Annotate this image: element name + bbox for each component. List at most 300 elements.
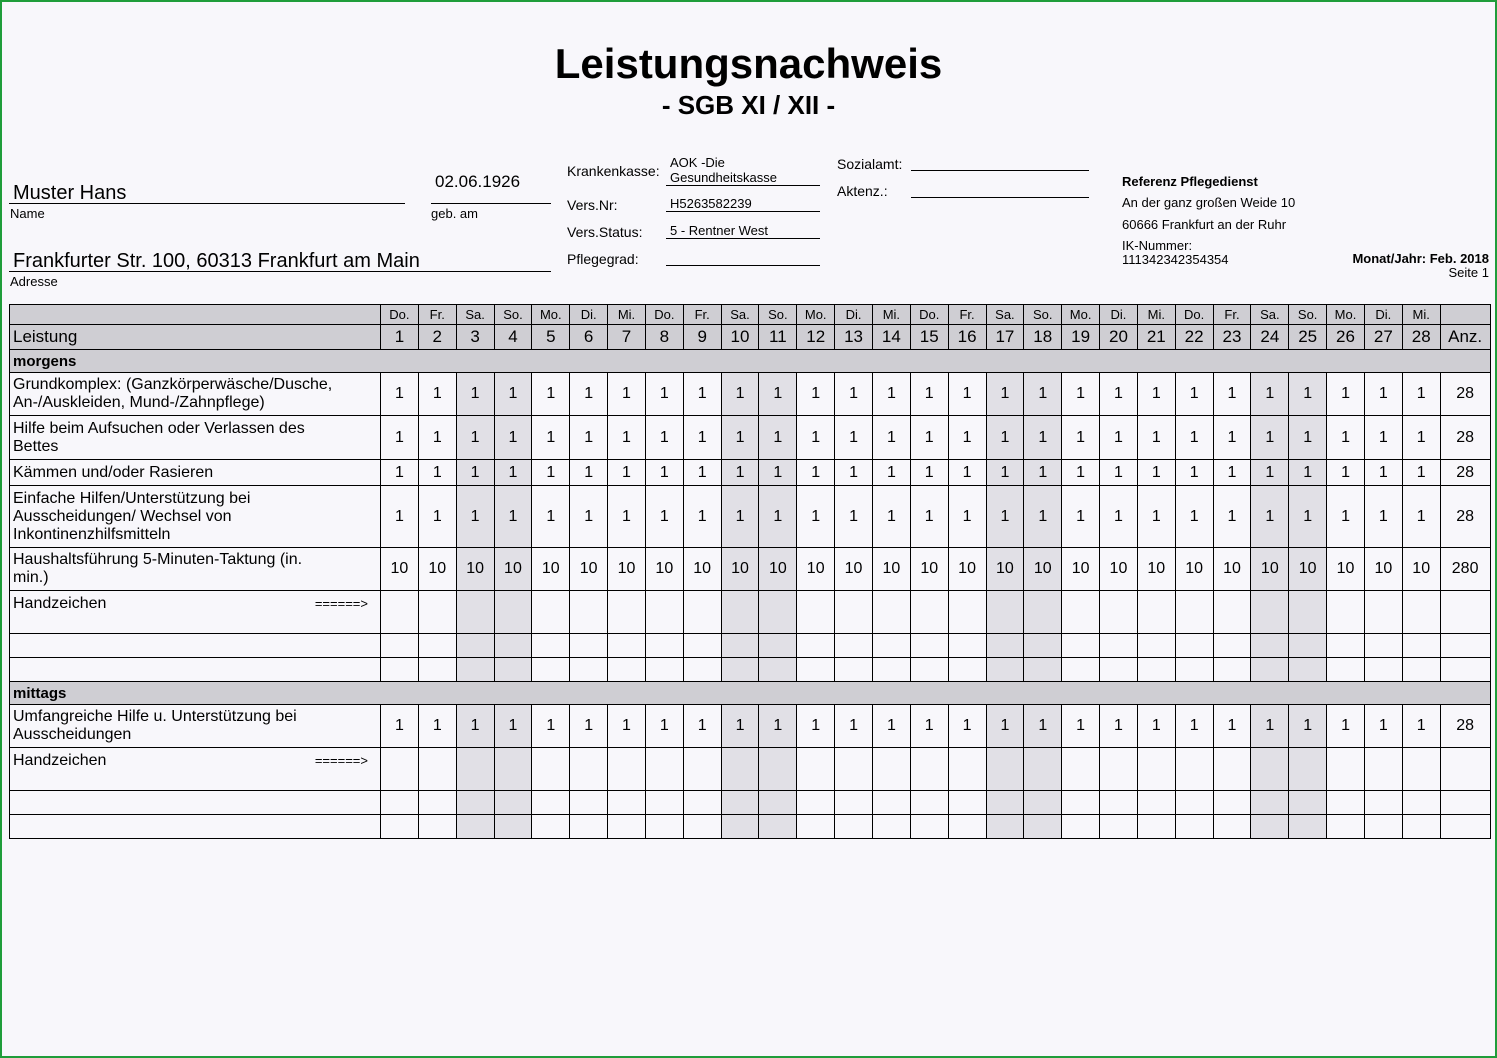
service-day-value: 1 [1100,373,1138,416]
service-day-value: 10 [683,548,721,591]
service-day-value: 1 [683,416,721,460]
service-day-value: 1 [1289,705,1327,748]
empty-day-cell [418,634,456,658]
weekday-header-row [10,305,1491,325]
service-day-value: 1 [645,486,683,548]
service-day-value: 1 [1175,416,1213,460]
empty-day-cell [1402,658,1440,682]
service-day-value: 1 [948,705,986,748]
service-day-value: 10 [1364,548,1402,591]
service-day-value: 1 [835,705,873,748]
empty-day-cell [1137,658,1175,682]
service-day-value: 1 [1175,486,1213,548]
service-day-value: 1 [381,373,419,416]
service-day-value: 1 [532,705,570,748]
day-number: 6 [570,325,608,350]
service-day-value: 1 [494,705,532,748]
empty-day-cell [797,791,835,815]
handzeichen-label-cell [10,591,381,634]
service-day-value: 1 [1213,416,1251,460]
service-day-value: 1 [608,416,646,460]
empty-day-cell [418,815,456,839]
empty-day-cell [986,815,1024,839]
day-number: 15 [910,325,948,350]
service-day-value: 1 [797,460,835,486]
service-day-value: 1 [1402,460,1440,486]
empty-label-cell [10,815,381,839]
service-day-value: 10 [532,548,570,591]
empty-label-cell [10,791,381,815]
pflegegrad-label: Pflegegrad: [567,251,639,267]
empty-day-cell [1289,815,1327,839]
krankenkasse-value-line1: AOK -Die [670,155,725,170]
service-day-value: 1 [570,486,608,548]
signature-cell [1062,748,1100,791]
versstatus-line [666,238,820,239]
empty-day-cell [1062,815,1100,839]
empty-day-cell [1402,791,1440,815]
service-day-value: 1 [1251,486,1289,548]
empty-day-cell [759,791,797,815]
weekday-label: Sa. [1251,305,1289,325]
empty-day-cell [1213,791,1251,815]
empty-day-cell [1175,815,1213,839]
service-day-value: 1 [1100,486,1138,548]
empty-day-cell [797,815,835,839]
day-number: 19 [1062,325,1100,350]
service-day-value: 1 [721,416,759,460]
service-day-value: 1 [986,486,1024,548]
day-number: 23 [1213,325,1251,350]
signature-cell [910,591,948,634]
signature-cell [872,591,910,634]
service-day-value: 1 [1402,416,1440,460]
service-day-value: 1 [986,705,1024,748]
service-day-value: 10 [835,548,873,591]
service-day-value: 1 [759,373,797,416]
empty-day-cell [608,634,646,658]
empty-day-cell [759,634,797,658]
service-day-value: 1 [1402,705,1440,748]
handzeichen-label-wrap [13,748,380,770]
service-label-line: Ausscheidungen [13,726,132,743]
empty-day-cell [759,815,797,839]
service-day-value: 1 [797,705,835,748]
empty-day-cell [456,634,494,658]
service-day-value: 1 [872,460,910,486]
signature-cell [1137,748,1175,791]
service-day-value: 1 [948,486,986,548]
empty-day-cell [645,634,683,658]
signature-cell [872,748,910,791]
empty-day-cell [1100,815,1138,839]
weekday-label: Di. [1364,305,1402,325]
empty-day-cell [1175,658,1213,682]
service-day-value: 1 [532,416,570,460]
service-row [10,460,1491,486]
service-day-value: 10 [645,548,683,591]
service-day-value: 1 [1402,373,1440,416]
signature-cell [1327,591,1365,634]
krankenkasse-line [666,185,820,186]
krankenkasse-value-line2: Gesundheitskasse [670,170,777,185]
leistung-header: Leistung [10,325,381,350]
service-day-value: 1 [683,486,721,548]
signature-cell [759,591,797,634]
service-day-value: 1 [645,705,683,748]
service-day-value: 1 [683,705,721,748]
weekday-label: Fr. [418,305,456,325]
service-day-value: 1 [418,373,456,416]
provider-street: An der ganz großen Weide 10 [1122,195,1296,210]
signature-cell [721,748,759,791]
handzeichen-row [10,748,1491,791]
service-row [10,705,1491,748]
provider-city: 60666 Frankfurt an der Ruhr [1122,217,1287,232]
service-label-line: Umfangreiche Hilfe u. Unterstützung bei [13,708,297,725]
service-day-value: 1 [456,486,494,548]
service-day-value: 1 [1137,373,1175,416]
signature-cell [608,591,646,634]
service-day-value: 1 [1364,416,1402,460]
signature-cell [683,591,721,634]
anz-header: Anz. [1440,325,1490,350]
service-day-value: 1 [1251,705,1289,748]
section-row [10,350,1491,373]
service-day-value: 1 [948,373,986,416]
krankenkasse-label: Krankenkasse: [567,163,660,179]
service-day-value: 1 [759,705,797,748]
signature-cell [721,591,759,634]
signature-cell [1251,748,1289,791]
service-day-value: 10 [570,548,608,591]
empty-day-cell [1364,815,1402,839]
day-number: 27 [1364,325,1402,350]
day-number: 13 [835,325,873,350]
empty-day-cell [1100,634,1138,658]
signature-cell [418,748,456,791]
signature-cell [797,591,835,634]
empty-total-cell [1440,815,1490,839]
versstatus-label: Vers.Status: [567,224,643,240]
day-number: 2 [418,325,456,350]
weekday-label: Di. [1100,305,1138,325]
service-day-value: 10 [1251,548,1289,591]
empty-day-cell [494,791,532,815]
service-label [10,373,381,416]
weekday-label: Fr. [683,305,721,325]
service-day-value: 1 [721,460,759,486]
service-day-value: 1 [1137,416,1175,460]
empty-day-cell [721,815,759,839]
weekday-label: Sa. [721,305,759,325]
section-title: morgens [10,350,1491,373]
service-label [10,548,381,591]
empty-day-cell [381,791,419,815]
weekday-label: Di. [570,305,608,325]
service-day-value: 1 [683,373,721,416]
weekday-label: Mo. [797,305,835,325]
signature-cell [1327,748,1365,791]
empty-day-cell [1327,791,1365,815]
name-label: Name [10,206,45,221]
empty-day-cell [381,634,419,658]
versnr-line [666,211,820,212]
day-number: 11 [759,325,797,350]
empty-day-cell [608,791,646,815]
weekday-label: Do. [1175,305,1213,325]
empty-day-cell [1213,658,1251,682]
empty-day-cell [1175,791,1213,815]
service-day-value: 1 [1062,705,1100,748]
service-day-value: 10 [759,548,797,591]
page-number: Seite 1 [1448,265,1489,280]
service-day-value: 1 [570,416,608,460]
handzeichen-row [10,591,1491,634]
day-number: 12 [797,325,835,350]
service-day-value: 1 [910,373,948,416]
service-day-value: 1 [1289,416,1327,460]
empty-day-cell [721,658,759,682]
service-day-value: 1 [608,373,646,416]
empty-day-cell [1402,634,1440,658]
service-day-value: 1 [1100,416,1138,460]
empty-day-cell [570,791,608,815]
empty-day-cell [721,634,759,658]
service-day-value: 1 [381,486,419,548]
empty-day-cell [683,634,721,658]
service-total: 28 [1440,460,1490,486]
day-number: 4 [494,325,532,350]
empty-day-cell [1137,634,1175,658]
service-day-value: 1 [456,416,494,460]
service-day-value: 1 [872,373,910,416]
signature-cell [1213,591,1251,634]
service-day-value: 1 [1327,486,1365,548]
empty-day-cell [645,815,683,839]
empty-day-cell [1251,815,1289,839]
service-day-value: 1 [532,486,570,548]
signature-cell [456,591,494,634]
service-day-value: 1 [1289,460,1327,486]
service-label [10,486,381,548]
empty-day-cell [872,634,910,658]
signature-total-cell [1440,748,1490,791]
day-number: 28 [1402,325,1440,350]
service-day-value: 1 [570,373,608,416]
empty-day-cell [1364,634,1402,658]
weekday-label: So. [1289,305,1327,325]
weekday-label: Do. [381,305,419,325]
signature-cell [645,591,683,634]
empty-day-cell [872,815,910,839]
header-blank-cell [10,305,381,325]
service-day-value: 1 [835,486,873,548]
service-day-value: 1 [418,416,456,460]
service-day-value: 1 [872,416,910,460]
day-number: 7 [608,325,646,350]
service-day-value: 10 [381,548,419,591]
service-day-value: 10 [1175,548,1213,591]
empty-day-cell [532,791,570,815]
empty-day-cell [948,658,986,682]
empty-label-cell [10,658,381,682]
empty-day-cell [456,658,494,682]
service-total: 28 [1440,486,1490,548]
service-day-value: 1 [418,486,456,548]
empty-day-cell [570,634,608,658]
versnr-value: H5263582239 [670,196,752,211]
service-day-value: 1 [986,373,1024,416]
empty-day-cell [872,658,910,682]
service-day-value: 1 [759,416,797,460]
weekday-label: So. [1024,305,1062,325]
empty-day-cell [418,658,456,682]
signature-cell [948,591,986,634]
empty-day-cell [1213,815,1251,839]
empty-day-cell [835,634,873,658]
service-day-value: 1 [418,705,456,748]
empty-day-cell [1024,634,1062,658]
signature-cell [1062,591,1100,634]
service-day-value: 1 [570,705,608,748]
service-day-value: 1 [986,460,1024,486]
empty-day-cell [1289,634,1327,658]
service-day-value: 1 [1364,705,1402,748]
service-day-value: 1 [1327,460,1365,486]
service-day-value: 1 [1251,373,1289,416]
service-day-value: 1 [1364,486,1402,548]
empty-day-cell [1327,634,1365,658]
empty-day-cell [608,815,646,839]
empty-day-cell [1213,634,1251,658]
signature-cell [608,748,646,791]
empty-day-cell [1402,815,1440,839]
empty-day-cell [986,658,1024,682]
service-day-value: 1 [645,416,683,460]
empty-day-cell [1062,658,1100,682]
signature-total-cell [1440,591,1490,634]
empty-day-cell [910,658,948,682]
empty-day-cell [418,791,456,815]
service-day-value: 10 [1327,548,1365,591]
weekday-label: Mo. [532,305,570,325]
document-subtitle: - SGB XI / XII - [661,90,836,120]
sozialamt-label: Sozialamt: [837,156,903,172]
weekday-label: Mi. [1137,305,1175,325]
day-number: 9 [683,325,721,350]
empty-day-cell [1251,791,1289,815]
empty-day-cell [1327,658,1365,682]
signature-cell [683,748,721,791]
day-number: 5 [532,325,570,350]
empty-day-cell [1062,634,1100,658]
document-title: Leistungsnachweis [554,40,943,87]
weekday-label: Sa. [456,305,494,325]
service-day-value: 10 [608,548,646,591]
signature-cell [645,748,683,791]
service-day-value: 1 [872,705,910,748]
service-day-value: 10 [797,548,835,591]
day-number: 10 [721,325,759,350]
handzeichen-arrow: ======> [314,596,368,611]
signature-cell [1289,591,1327,634]
service-day-value: 1 [1364,460,1402,486]
aktenz-line [911,197,1089,198]
empty-day-cell [683,658,721,682]
service-day-value: 1 [1327,416,1365,460]
empty-day-cell [948,815,986,839]
service-day-value: 1 [797,486,835,548]
weekday-label: Mi. [1402,305,1440,325]
empty-day-cell [645,791,683,815]
signature-cell [1213,748,1251,791]
empty-total-cell [1440,634,1490,658]
weekday-label: Mi. [608,305,646,325]
service-day-value: 1 [532,373,570,416]
empty-day-cell [1364,791,1402,815]
empty-day-cell [532,815,570,839]
service-day-value: 1 [1024,460,1062,486]
empty-day-cell [532,658,570,682]
service-day-value: 1 [456,373,494,416]
weekday-label: Mo. [1062,305,1100,325]
service-day-value: 1 [910,460,948,486]
empty-day-cell [1062,791,1100,815]
service-day-value: 1 [797,373,835,416]
weekday-label: Do. [910,305,948,325]
empty-label-cell [10,634,381,658]
service-day-value: 1 [645,373,683,416]
service-row [10,486,1491,548]
service-label-line: Bettes [13,437,59,455]
service-day-value: 1 [532,460,570,486]
empty-day-cell [835,815,873,839]
empty-day-cell [381,658,419,682]
header-blank-cell [1440,305,1490,325]
service-day-value: 1 [835,460,873,486]
service-day-value: 1 [1024,486,1062,548]
service-day-value: 1 [835,373,873,416]
empty-day-cell [1100,658,1138,682]
empty-day-cell [494,658,532,682]
service-day-value: 10 [910,548,948,591]
service-day-value: 1 [910,486,948,548]
service-day-value: 1 [1289,486,1327,548]
service-day-value: 1 [645,460,683,486]
month-year: Monat/Jahr: Feb. 2018 [1352,251,1489,266]
empty-day-cell [1024,815,1062,839]
signature-cell [381,591,419,634]
day-number: 20 [1100,325,1138,350]
service-label [10,460,381,486]
service-day-value: 1 [494,486,532,548]
service-day-value: 10 [1100,548,1138,591]
service-total: 28 [1440,705,1490,748]
service-day-value: 10 [1289,548,1327,591]
service-day-value: 1 [1327,373,1365,416]
signature-cell [910,748,948,791]
service-row [10,416,1491,460]
day-number: 25 [1289,325,1327,350]
weekday-label: Di. [835,305,873,325]
empty-day-cell [1251,634,1289,658]
service-label-line: Ausscheidungen/ Wechsel von [13,507,232,525]
versstatus-value: 5 - Rentner West [670,223,769,238]
handzeichen-label-wrap [13,591,380,613]
service-day-value: 1 [1175,460,1213,486]
empty-day-cell [1364,658,1402,682]
